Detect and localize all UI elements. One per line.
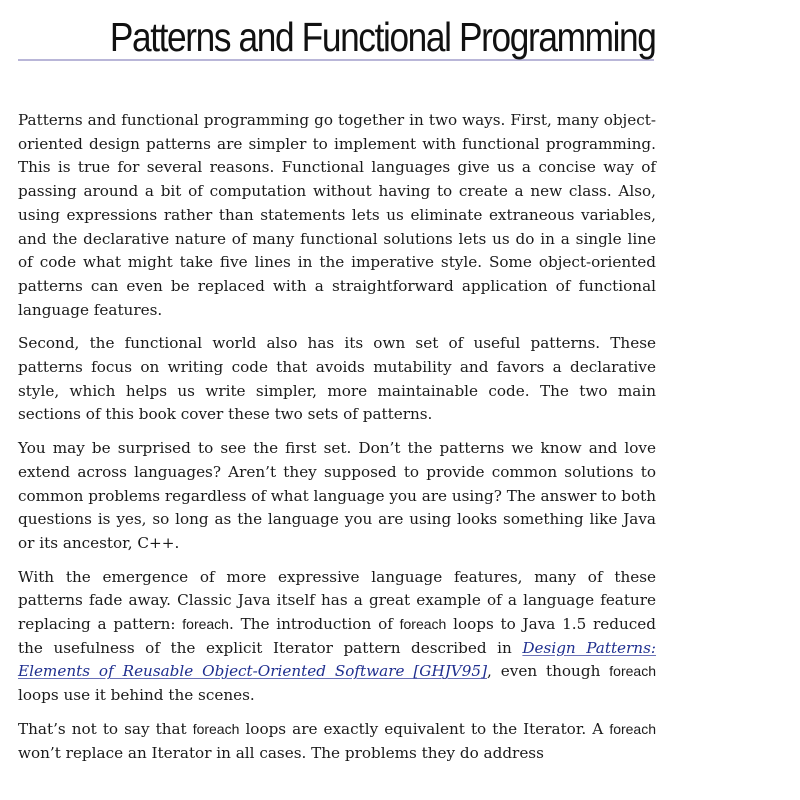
code-foreach: foreach	[609, 663, 656, 680]
paragraph-1: Patterns and functional programming go together in two ways. First, many object-oriented design patterns are simpler to implement with functional programming. This is true for several reasons. Functional languages give us a concise way of passing around a bit of computation without having to create a new class. Also, using expressions rather than statements lets us eliminate extraneous variables, and the declarative nature of many functional solutions lets us do in a single line of code what might take five lines in the imperative style. Some object-oriented patterns can even be replaced with a straightforward application of functional language features.	[18, 111, 656, 319]
paragraph-4-text-1: With the emergence of more expressive language features, many of these patterns fade away. Classic Java itself has a great example of a language feature replacing a pattern:	[18, 567, 656, 634]
paragraph-4-text-4: , even though	[487, 662, 610, 681]
paragraph-4-text-2: . The introduction of	[228, 615, 400, 634]
paragraph-5-text-1: That’s not to say that	[18, 719, 193, 738]
paragraph-4-text-3: loops to Java 1.5 reduced the usefulness of the explicit Iterator pattern described in	[18, 615, 656, 657]
body-text	[18, 109, 656, 765]
paragraph-2: Second, the functional world also has its own set of useful patterns. These patterns focus on writing code that avoids mutability and favors a declarative style, which helps us write simpler, more maintainable code. The two main sections of this book cover these two sets of patterns.	[18, 334, 656, 424]
paragraph-5-text-3: won’t replace an Iterator in all cases. The problems they do address	[18, 743, 544, 762]
paragraph-5-text-2: loops are exactly equivalent to the Iterator. A	[239, 719, 610, 738]
paragraph-5	[18, 718, 656, 765]
code-foreach: foreach	[182, 616, 229, 633]
paragraph-4	[18, 566, 656, 708]
title-block	[18, 0, 656, 68]
code-foreach: foreach	[609, 720, 657, 737]
paragraph-3: You may be surprised to see the first set. Don’t the patterns we know and love extend across languages? Aren’t they supposed to provide common solutions to common problems regardless of what language you are using? The answer to both questions is yes, so long as the language you are using looks something like Java or its ancestor, C++.	[18, 439, 656, 552]
document-page	[18, 0, 656, 775]
paragraph-4-text-5: loops use it behind the scenes.	[18, 686, 255, 705]
code-foreach: foreach	[192, 720, 240, 737]
page-title: Patterns and Functional Programming	[110, 14, 656, 60]
citation-link-design-patterns[interactable]: Design Patterns: Elements of Reusable Object-Oriented Software [GHJV95]	[18, 638, 656, 681]
code-foreach: foreach	[399, 616, 447, 633]
